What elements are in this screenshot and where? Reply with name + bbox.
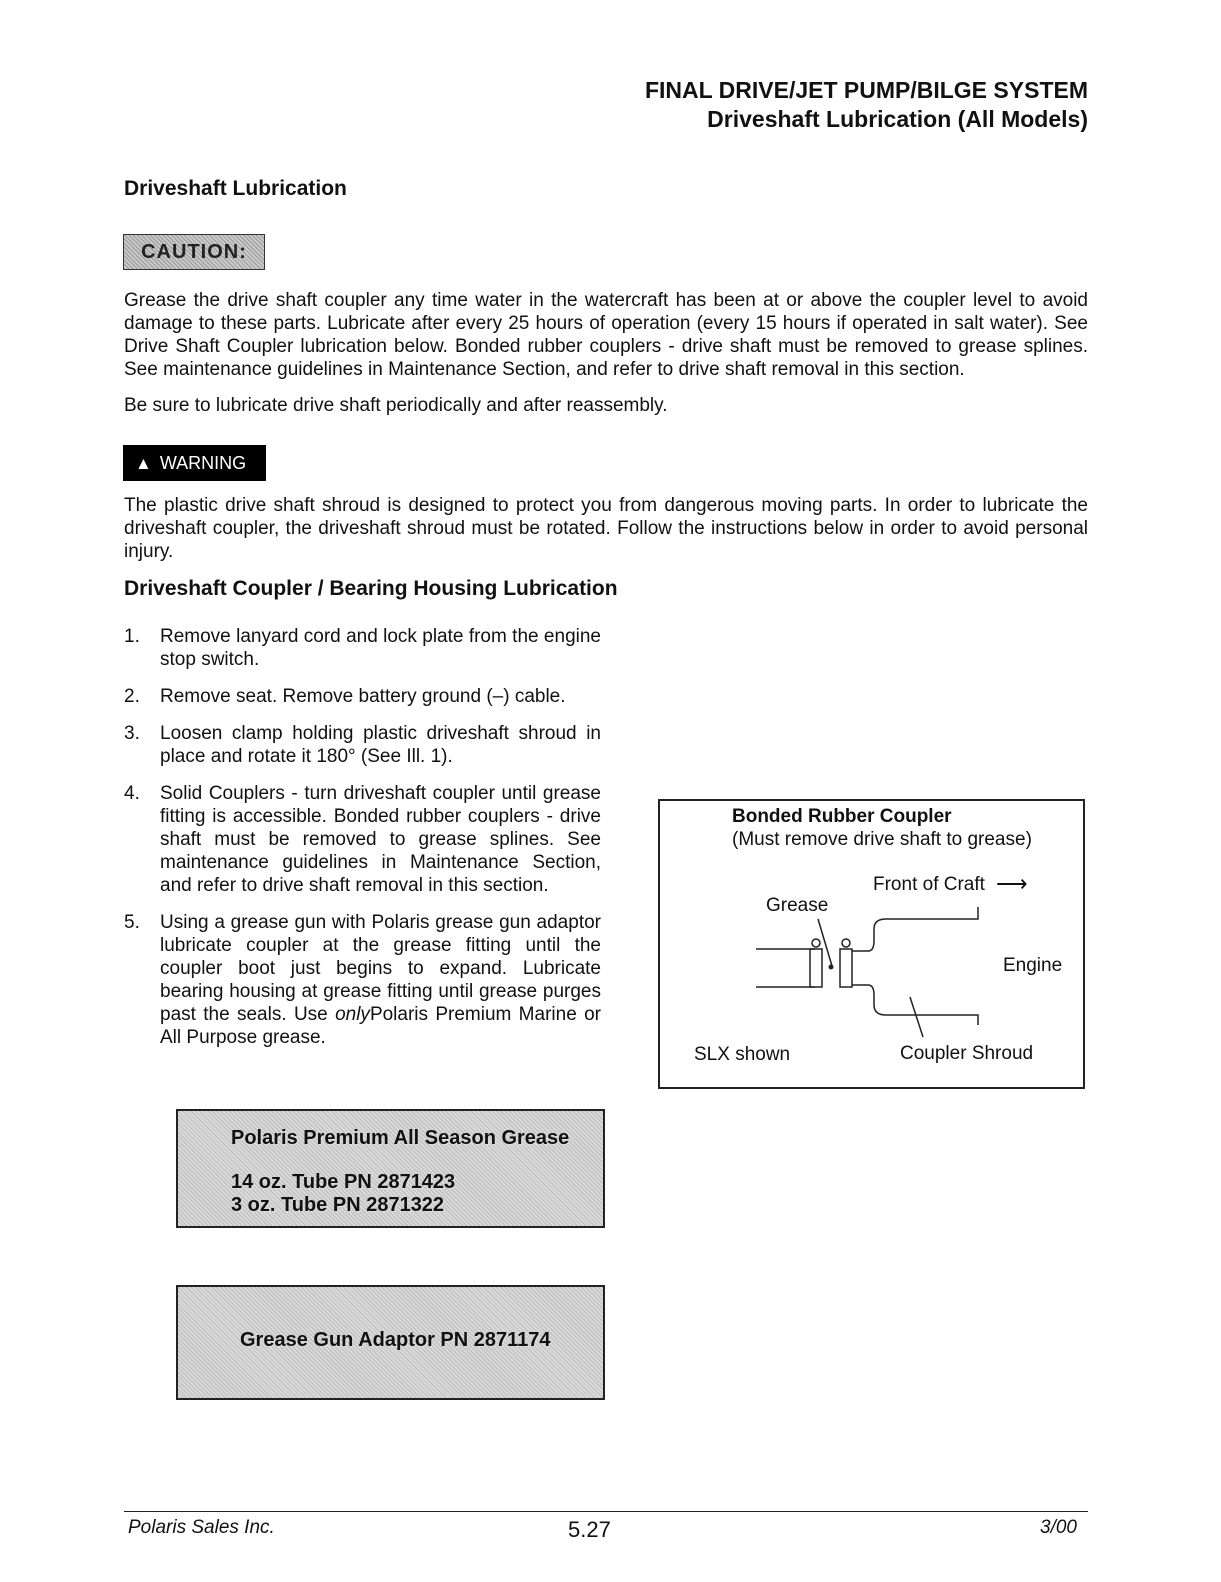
section-title: Driveshaft Lubrication (All Models)	[707, 106, 1088, 132]
step-text: Remove seat. Remove battery ground (–) cable.	[160, 686, 566, 707]
figure-subtitle: (Must remove drive shaft to grease)	[732, 829, 1032, 850]
step-text	[160, 911, 601, 1049]
step-number: 1.	[124, 626, 140, 647]
procedure-steps	[124, 625, 601, 1063]
step-text-emphasis: only	[335, 1004, 370, 1025]
figure-title: Bonded Rubber Coupler	[732, 806, 952, 827]
chapter-title: FINAL DRIVE/JET PUMP/BILGE SYSTEM	[644, 77, 1088, 103]
step-item	[124, 722, 601, 768]
step-text: Remove lanyard cord and lock plate from the engine stop switch.	[160, 626, 601, 670]
grease-part-number-14oz: 14 oz. Tube PN 2871423	[231, 1171, 456, 1193]
lubrication-note: Be sure to lubricate drive shaft periodically and after reassembly.	[124, 395, 668, 416]
coupler-drawing	[660, 801, 1083, 1087]
coupler-shroud-label: Coupler Shroud	[900, 1043, 1034, 1064]
footer-date: 3/00	[1040, 1517, 1077, 1538]
step-item	[124, 782, 601, 897]
step-number: 3.	[124, 723, 140, 744]
step-text: Loosen clamp holding plastic driveshaft shroud in place and rotate it 180° (See Ill. 1).	[160, 723, 601, 767]
caution-label: CAUTION:	[141, 241, 247, 263]
engine-label: Engine	[1003, 955, 1063, 976]
caution-text: Grease the drive shaft coupler any time water in the watercraft has been at or above the coupler level to avoid damage to these parts. Lubricate after every 25 hours of operation (every 15 hours if operated in salt water). See Drive Shaft Coupler lubrication below. Bonded rubber couplers - drive shaft must be removed to grease splines. See maintenance guidelines in Maintenance Section, and refer to drive shaft removal in this section.	[124, 290, 1088, 380]
grease-part-box	[176, 1109, 605, 1228]
step-number: 4.	[124, 783, 140, 804]
footer-company: Polaris Sales Inc.	[128, 1517, 275, 1538]
warning-label: WARNING	[159, 453, 247, 473]
arrow-right-icon: ⟶	[996, 871, 1028, 896]
grease-part-number-3oz: 3 oz. Tube PN 2871322	[231, 1194, 445, 1216]
caution-badge	[123, 234, 265, 270]
step-text-end: Polaris Premium Marine or All Purpose grease.	[160, 1004, 601, 1048]
grease-product-title: Polaris Premium All Season Grease	[231, 1127, 570, 1149]
step-item	[124, 625, 601, 671]
driveshaft-lubrication-heading: Driveshaft Lubrication	[124, 177, 347, 200]
page-number: 5.27	[568, 1517, 611, 1542]
adaptor-part-number: Grease Gun Adaptor PN 2871174	[240, 1329, 551, 1351]
coupler-lubrication-heading: Driveshaft Coupler / Bearing Housing Lubrication	[124, 577, 618, 600]
step-number: 5.	[124, 912, 140, 933]
warning-text: The plastic drive shaft shroud is designed to protect you from dangerous moving parts. In order to lubricate the driveshaft coupler, the driveshaft shroud must be rotated. Follow the instructions below in order to avoid personal injury.	[124, 495, 1088, 562]
step-number: 2.	[124, 686, 140, 707]
front-of-craft-label: Front of Craft	[873, 874, 985, 895]
warning-icon: ▲	[135, 454, 152, 473]
step-text: Solid Couplers - turn driveshaft coupler until grease fitting is accessible. Bonded rubber couplers - drive shaft must be removed to grease splines. See maintenance guidelines in Maintenance Section, and refer to drive shaft removal in this section.	[160, 783, 601, 896]
footer-divider	[124, 1511, 1088, 1512]
model-label: SLX shown	[694, 1044, 791, 1065]
adaptor-part-box	[176, 1285, 605, 1400]
warning-badge	[123, 445, 266, 481]
grease-label: Grease	[766, 895, 829, 916]
coupler-illustration	[658, 799, 1085, 1089]
step-item	[124, 685, 601, 708]
step-text-start: Using a grease gun with Polaris grease gun adaptor lubricate coupler at the grease fitting until the coupler boot just begins to expand. Lubricate bearing housing at grease fitting until grease purges past the seals. Use	[160, 912, 601, 1025]
step-item	[124, 911, 601, 1049]
